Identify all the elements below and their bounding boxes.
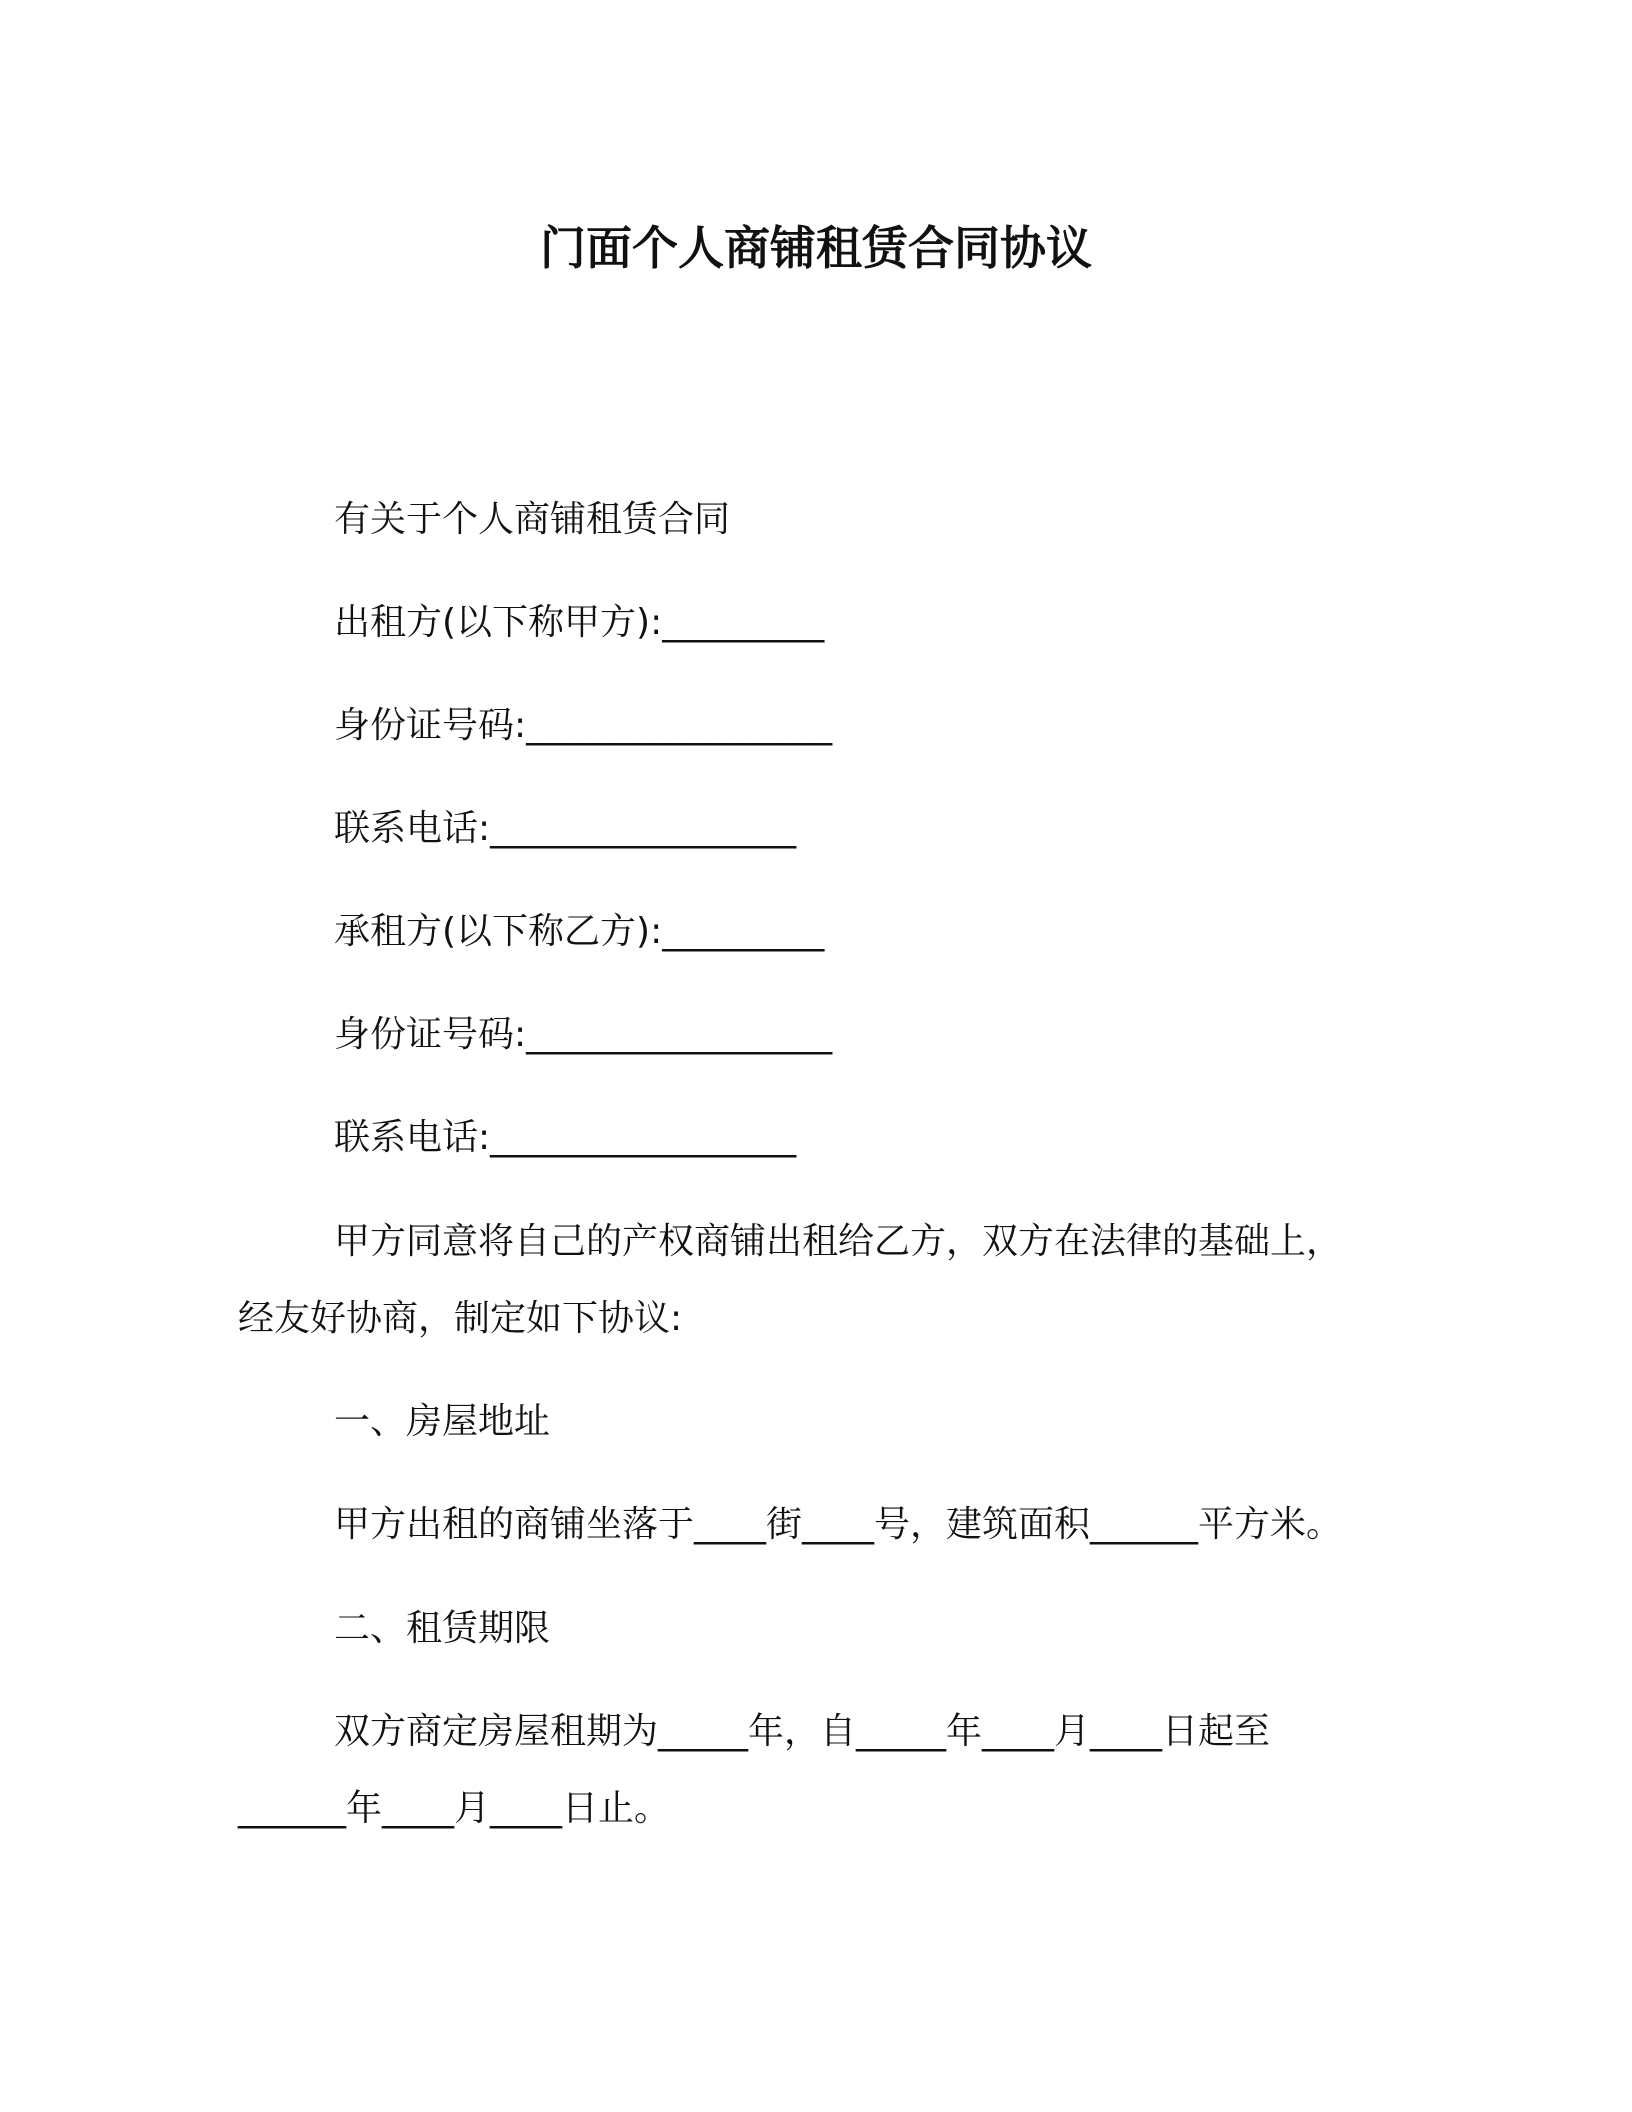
lessor-id-line: 身份证号码:_________________ xyxy=(334,705,833,746)
agreement-paragraph-line-1: 甲方同意将自己的产权商铺出租给乙方，双方在法律的基础上， xyxy=(334,1221,1343,1262)
document-title: 门面个人商铺租赁合同协议 xyxy=(540,221,1092,275)
section-heading-term: 二、租赁期限 xyxy=(334,1608,551,1649)
agreement-paragraph-line-2: 经友好协商，制定如下协议: xyxy=(238,1298,683,1339)
term-clause-line-1: 双方商定房屋租期为_____年，自_____年____月____日起至 xyxy=(334,1711,1271,1752)
lessee-name-line: 承租方(以下称乙方):_________ xyxy=(334,911,825,952)
term-clause-line-2: ______年____月____日止。 xyxy=(238,1788,671,1829)
lessor-phone-line: 联系电话:_________________ xyxy=(334,808,797,849)
section-heading-address: 一、房屋地址 xyxy=(334,1401,551,1442)
address-clause: 甲方出租的商铺坐落于____街____号，建筑面积______平方米。 xyxy=(334,1504,1343,1545)
lessor-name-line: 出租方(以下称甲方):_________ xyxy=(334,602,825,643)
lessee-phone-line: 联系电话:_________________ xyxy=(334,1117,797,1158)
lessee-id-line: 身份证号码:_________________ xyxy=(334,1014,833,1055)
contract-subtitle: 有关于个人商铺租赁合同 xyxy=(334,499,731,540)
